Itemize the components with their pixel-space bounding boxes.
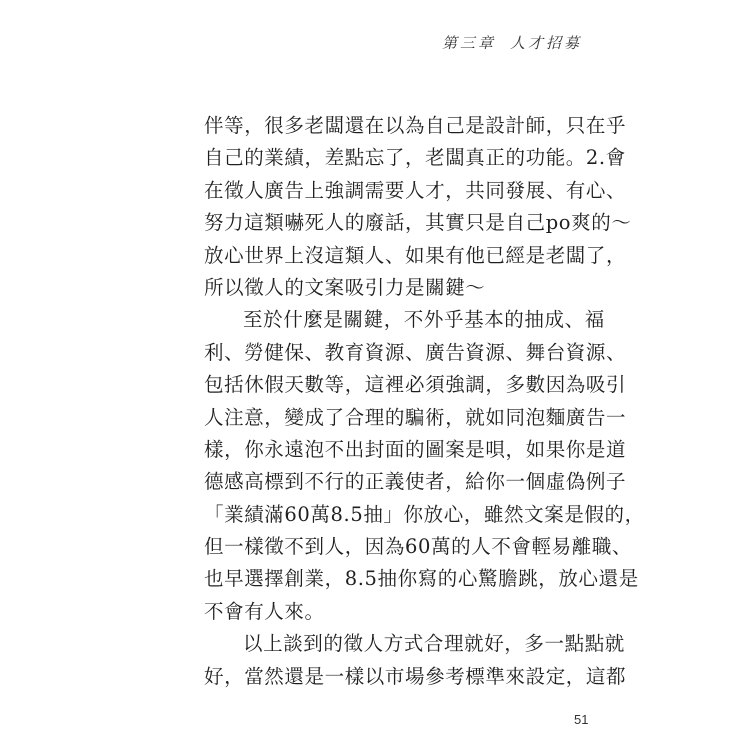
text-line: 利、勞健保、教育資源、廣告資源、舞台資源、 [204,340,627,364]
running-header [442,32,582,53]
text-line: 也早選擇創業，8.5抽你寫的心驚膽跳，放心還是 [204,567,639,591]
text-line: 德感高標到不行的正義使者，給你一個虛偽例子 [204,470,627,494]
paragraph-start-line: 以上談到的徵人方式合理就好，多一點點就 [243,632,625,656]
text-line: 樣，你永遠泡不出封面的圖案是唄，如果你是道 [204,437,627,461]
text-line: 好，當然還是一樣以市場參考標準來設定，這都 [204,664,627,688]
text-line: 人注意，變成了合理的騙術，就如同泡麵廣告一 [204,405,627,429]
text-line: 「業績滿60萬8.5抽」你放心，雖然文案是假的， [204,502,645,526]
text-line: 自己的業績，差點忘了，老闆真正的功能。2.會 [204,146,626,170]
body-text [204,110,645,693]
text-line: 包括休假天數等，這裡必須強調，多數因為吸引 [204,373,627,397]
text-line: 伴等，很多老闆還在以為自己是設計師，只在乎 [204,114,627,137]
page-number: 51 [574,712,589,727]
text-line: 所以徵人的文案吸引力是關鍵～ [204,275,486,299]
paragraph-start-line: 至於什麼是關鍵，不外乎基本的抽成、福 [243,308,605,332]
section-title: 人才招募 [509,34,582,52]
text-line: 在徵人廣告上強調需要人才，共同發展、有心、 [204,178,627,202]
text-line: 不會有人來。 [204,599,325,623]
text-line: 努力這類嚇死人的廢話，其實只是自己po爽的～ [204,211,632,235]
text-line: 但一樣徵不到人，因為60萬的人不會輕易離職、 [204,535,633,559]
text-line: 放心世界上沒這類人、如果有他已經是老闆了， [204,243,627,267]
chapter-label: 第三章 [441,34,496,52]
